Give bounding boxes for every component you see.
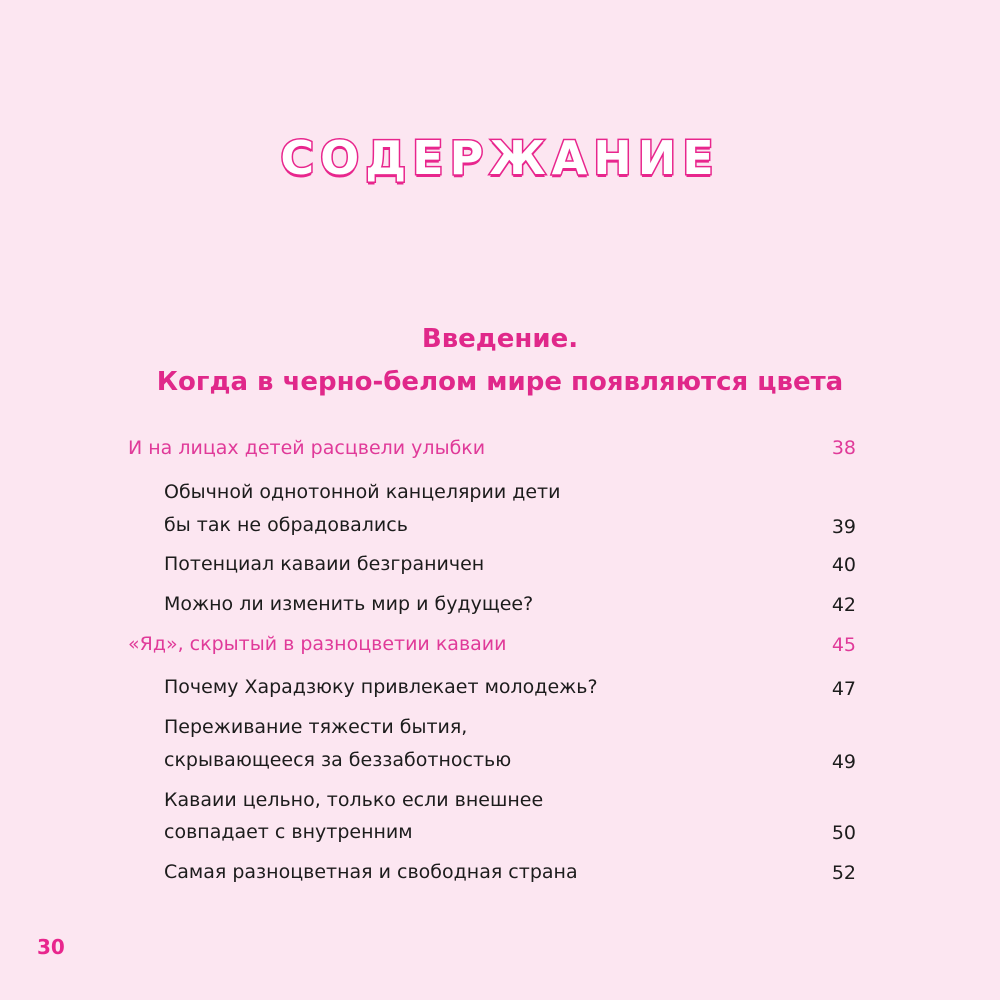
toc-page-number: 49 <box>831 751 856 773</box>
toc-entry-title: Почему Харадзюку привлекает молодежь? <box>164 676 598 698</box>
toc-entry-title: И на лицах детей расцвели улыбки <box>128 437 486 459</box>
toc-entry-title-line-2: совпадает с внутренним <box>164 821 413 843</box>
toc-entry-title-line-2: скрывающееся за беззаботностью <box>164 749 512 771</box>
toc-entry-title-line-2: бы так не обрадовались <box>164 514 408 536</box>
toc-page-number: 40 <box>831 554 856 576</box>
toc-entry-title: «Яд», скрытый в разноцветии каваии <box>128 633 507 655</box>
toc-page-number: 50 <box>831 822 856 844</box>
toc-page-number: 38 <box>831 437 856 459</box>
toc-page-number: 42 <box>831 594 856 616</box>
intro-heading-line-1: Введение. <box>421 324 579 354</box>
page-title: СОДЕРЖАНИЕ <box>280 131 720 185</box>
toc-page-number: 45 <box>831 634 856 656</box>
intro-heading-line-2: Когда в черно-белом мире появляются цвета <box>156 367 844 397</box>
page-number: 30 <box>37 935 65 959</box>
toc-entry-title-line-1: Переживание тяжести бытия, <box>164 716 468 738</box>
toc-entry-title-line-1: Обычной однотонной канцелярии дети <box>164 481 561 503</box>
toc-page-number: 52 <box>831 862 856 884</box>
toc-entry-title: Самая разноцветная и свободная страна <box>164 861 578 883</box>
toc-entry-title: Можно ли изменить мир и будущее? <box>164 593 534 615</box>
toc-page-number: 39 <box>831 516 856 538</box>
toc-entry-title: Потенциал каваии безграничен <box>164 553 485 575</box>
toc-entry-title-line-1: Каваии цельно, только если внешнее <box>164 789 544 811</box>
toc-page-number: 47 <box>831 678 856 700</box>
